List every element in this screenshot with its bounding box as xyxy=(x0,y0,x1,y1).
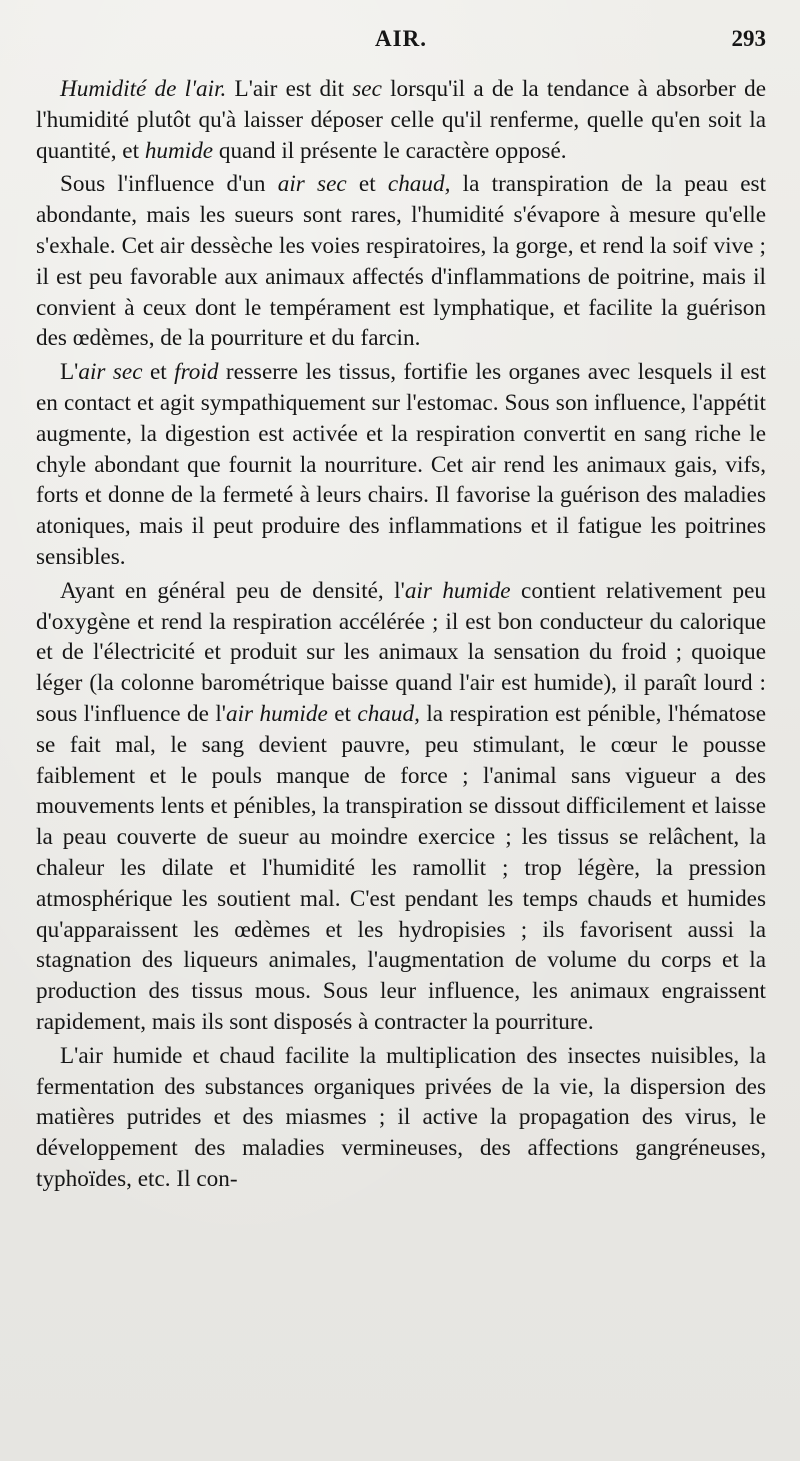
italic-term: air sec xyxy=(78,359,143,386)
paragraph-air-humide-chaud xyxy=(36,1041,766,1195)
text-run: quand il présente le caractère opposé. xyxy=(213,137,567,164)
text-run: Sous l'influence d'un xyxy=(60,171,278,198)
page-header xyxy=(36,26,766,66)
italic-term: air humide xyxy=(404,577,511,604)
paragraph-air-sec-froid xyxy=(36,357,766,573)
text-run: la respiration est pénible, l'hématose se fait mal, le sang devient pauvre, peu stimulant, le cœur le pousse faiblement et le pouls manque de force ; l'animal sans vigueur a des mouvements lents et pénibles, la transpiration se dissout difficilement et laisse la peau couverte de sueur au moindre exercice ; les tissus se relâchent, la chaleur les dilate et l'humidité les ramollit ; trop légère, la pression atmosphérique les soutient mal. C'est pendant les temps chauds et humides qu'apparaissent les œdèmes et les hydropisies ; ils favorisent aussi la stagnation des liqueurs animales, l'augmentation de volume du corps et la production des tissus mous. Sous leur influence, les animaux engraissent rapidement, mais ils sont disposés à contracter la pourriture. xyxy=(36,700,767,1035)
text-run: lorsqu'il a de la tendance à absorber de l'humidité plutôt qu'à laisser déposer celle qu'il renferme, quelle qu'en soit la quantité, et xyxy=(36,76,767,164)
italic-term: froid xyxy=(174,359,219,386)
text-run: Ayant en général peu de densité, l' xyxy=(60,577,405,604)
section-heading: Humidité de l'air. xyxy=(60,76,227,102)
text-run: contient relativement peu d'oxygène et rend la respiration accélérée ; il est bon conducteur du calorique et de l'électricité et produit sur les animaux la sensation du froid ; quoique léger (la colonne barométrique baisse quand l'air est humide), il paraît lourd : sous l'influence de l' xyxy=(36,577,766,727)
page-number: 293 xyxy=(731,26,766,51)
text-run: et xyxy=(346,171,388,198)
italic-term: air humide xyxy=(225,700,328,727)
paragraph-air-sec-chaud xyxy=(36,169,766,354)
body-text xyxy=(36,74,766,1195)
text-run: la transpiration de la peau est abondante, mais les sueurs sont rares, l'humidité s'évapore à mesure qu'elle s'exhale. Cet air dessèche les voies respiratoires, la gorge, et rend la soif vive ; il est peu favorable aux animaux affectés d'inflammations de poitrine, mais il convient à ceux dont le tempérament est lymphatique, et facilite la guérison des œdèmes, de la pourriture et du farcin. xyxy=(36,171,767,352)
italic-term: chaud, xyxy=(387,171,451,198)
paragraph-humidite xyxy=(36,74,766,166)
text-run: et xyxy=(327,700,358,727)
italic-term: sec xyxy=(352,76,382,102)
text-run: resserre les tissus, fortifie les organes avec lesquels il est en contact et agit sympathiquement sur l'estomac. Sous son influence, l'appétit augmente, la digestion est activée et la respiration convertit en sang riche le chyle abondant que fournit la nourriture. Cet air rend les animaux gais, vifs, forts et donne de la fermeté à leurs chairs. Il favorise la guérison des maladies atoniques, mais il peut produire des inflammations et il fatigue les poitrines sensibles. xyxy=(36,359,766,570)
italic-term: humide xyxy=(144,137,214,164)
text-run: L'air humide et chaud facilite la multiplication des insectes nuisibles, la fermentation des substances organiques privées de la vie, la dispersion des matières putrides et des miasmes ; il active la propagation des virus, le développement des maladies vermineuses, des affections gangréneuses, typhoïdes, etc. Il con- xyxy=(36,1042,766,1192)
running-title: AIR. xyxy=(375,26,427,51)
text-run: et xyxy=(142,359,175,386)
paragraph-air-humide xyxy=(36,576,766,1038)
italic-term: chaud, xyxy=(357,700,420,727)
text-run: L'air est dit xyxy=(226,76,353,102)
text-run: L' xyxy=(60,359,79,386)
italic-term: air sec xyxy=(277,171,347,198)
